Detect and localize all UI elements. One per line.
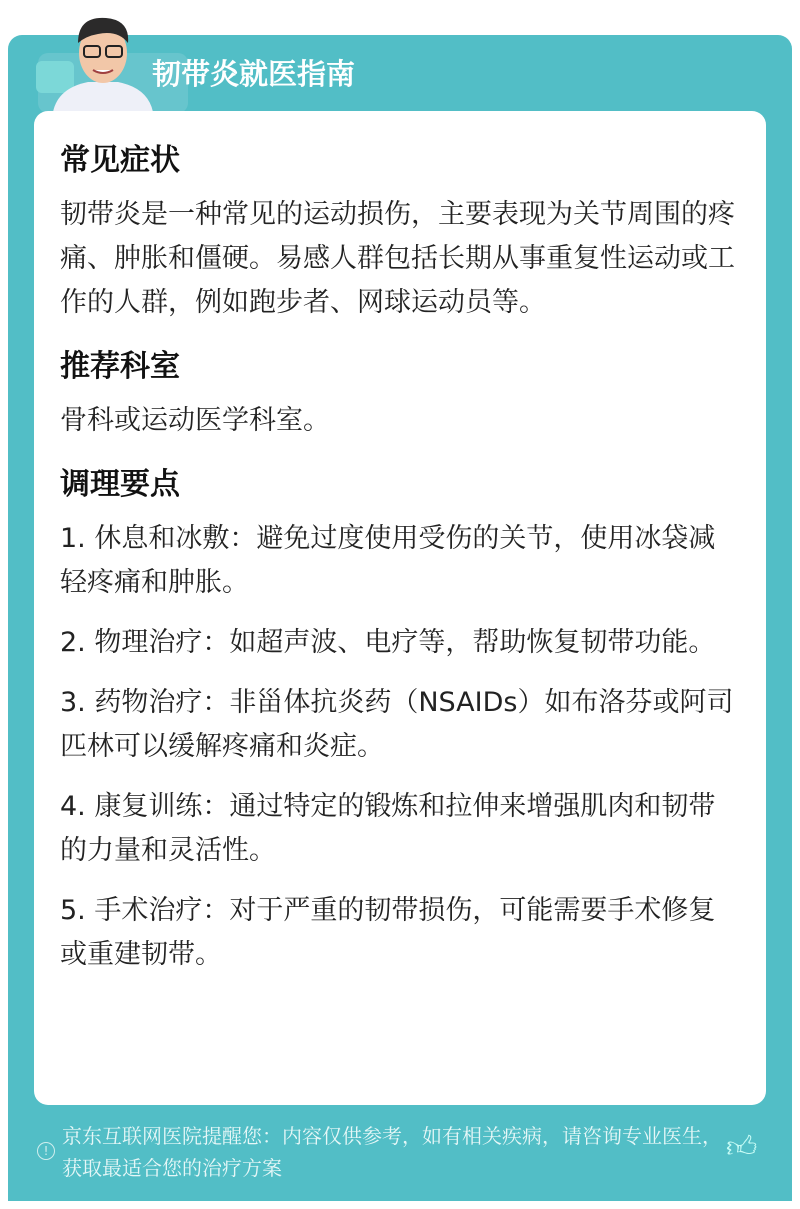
- section-heading-department: 推荐科室: [60, 349, 180, 384]
- section-heading-symptoms: 常见症状: [60, 143, 180, 178]
- disclaimer-text: 京东互联网医院提醒您：内容仅供参考，如有相关疾病，请咨询专业医生，获取最适合您的治疗方案: [62, 1124, 722, 1180]
- care-item: 3. 药物治疗：非甾体抗炎药（NSAIDs）如布洛芬或阿司匹林可以缓解疼痛和炎症。: [60, 687, 734, 762]
- care-item: 4. 康复训练：通过特定的锻炼和拉伸来增强肌肉和韧带的力量和灵活性。: [60, 791, 716, 866]
- care-item: 5. 手术治疗：对于严重的韧带损伤，可能需要手术修复或重建韧带。: [60, 895, 716, 970]
- department-text: 骨科或运动医学科室。: [60, 405, 330, 436]
- section-heading-care: 调理要点: [60, 467, 180, 502]
- care-item: 2. 物理治疗：如超声波、电疗等，帮助恢复韧带功能。: [60, 627, 716, 658]
- doctor-avatar: [48, 8, 158, 112]
- page-title: 韧带炎就医指南: [152, 57, 356, 91]
- symptoms-text: 韧带炎是一种常见的运动损伤，主要表现为关节周围的疼痛、肿胀和僵硬。易感人群包括长期从事重复性运动或工作的人群，例如跑步者、网球运动员等。: [60, 199, 735, 318]
- content-card: [34, 111, 766, 1105]
- care-item: 1. 休息和冰敷：避免过度使用受伤的关节，使用冰袋减轻疼痛和肿胀。: [60, 523, 716, 598]
- info-icon: !: [37, 1142, 55, 1160]
- thumbs-up-icon[interactable]: 👍︎: [726, 1130, 758, 1165]
